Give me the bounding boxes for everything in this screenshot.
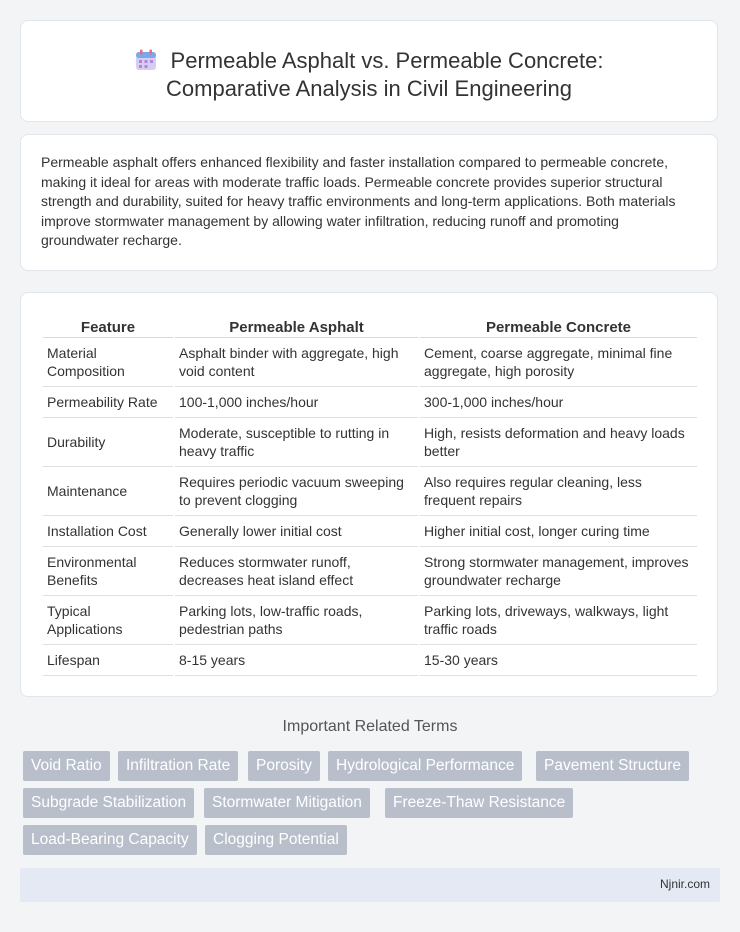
table-row [43,387,697,418]
table-cell: Typical Applications [43,596,173,645]
table-cell: Lifespan [43,645,173,676]
table-cell: Installation Cost [43,516,173,547]
table-cell: Higher initial cost, longer curing time [420,516,697,547]
table-cell: Moderate, susceptible to rutting in heavy traffic [175,418,418,467]
table-cell: 8-15 years [175,645,418,676]
table-cell: 100-1,000 inches/hour [175,387,418,418]
table-cell: Environmental Benefits [43,547,173,596]
table-cell: Parking lots, driveways, walkways, light traffic roads [420,596,697,645]
term-tag[interactable]: Porosity [248,751,320,781]
table-cell: High, resists deformation and heavy loads better [420,418,697,467]
table-cell: Strong stormwater management, improves groundwater recharge [420,547,697,596]
summary-card [20,134,718,271]
table-row [43,516,697,547]
table-cell: Cement, coarse aggregate, minimal fine aggregate, high porosity [420,338,697,387]
table-cell: Also requires regular cleaning, less frequent repairs [420,467,697,516]
table-row [43,645,697,676]
header-asphalt: Permeable Asphalt [175,315,418,338]
comparison-table [41,315,699,676]
term-tag[interactable]: Infiltration Rate [118,751,238,781]
table-cell: 15-30 years [420,645,697,676]
page-title-line-2: Comparative Analysis in Civil Engineering [166,76,572,101]
table-cell: Maintenance [43,467,173,516]
term-tag[interactable]: Stormwater Mitigation [204,788,370,818]
term-tag[interactable]: Pavement Structure [536,751,689,781]
comparison-table-card [20,292,718,697]
table-header-row [43,315,697,338]
footer [20,868,720,902]
table-cell: Material Composition [43,338,173,387]
table-cell: Generally lower initial cost [175,516,418,547]
header-feature: Feature [43,315,173,338]
table-cell: Parking lots, low-traffic roads, pedestrian paths [175,596,418,645]
page-title-line-1 [21,47,717,78]
table-row [43,418,697,467]
title-text-1: Permeable Asphalt vs. Permeable Concrete: [170,48,604,73]
table-cell: Requires periodic vacuum sweeping to prevent clogging [175,467,418,516]
table-cell: Asphalt binder with aggregate, high void content [175,338,418,387]
summary-text: Permeable asphalt offers enhanced flexibility and faster installation compared to permeable concrete, making it ideal for areas with moderate traffic loads. Permeable concrete provides superior structural strength and durability, suited for heavy traffic environments and long-term applications. Both materials improve stormwater management by allowing water infiltration, reducing runoff and promoting groundwater recharge. [41,154,676,248]
footer-site-link[interactable]: Njnir.com [659,877,710,891]
term-tag[interactable]: Clogging Potential [205,825,347,855]
header-concrete: Permeable Concrete [420,315,697,338]
table-row [43,338,697,387]
term-tag[interactable]: Hydrological Performance [328,751,522,781]
table-cell: Durability [43,418,173,467]
term-tag[interactable]: Subgrade Stabilization [23,788,194,818]
table-row [43,596,697,645]
related-terms-title: Important Related Terms [282,718,458,735]
term-tag[interactable]: Load-Bearing Capacity [23,825,197,855]
table-row [43,467,697,516]
term-tag[interactable]: Freeze-Thaw Resistance [385,788,573,818]
table-row [43,547,697,596]
term-tag[interactable]: Void Ratio [23,751,110,781]
table-cell: Reduces stormwater runoff, decreases heat island effect [175,547,418,596]
table-cell: Permeability Rate [43,387,173,418]
title-card [20,20,718,122]
calendar-icon [135,49,157,78]
table-cell: 300-1,000 inches/hour [420,387,697,418]
